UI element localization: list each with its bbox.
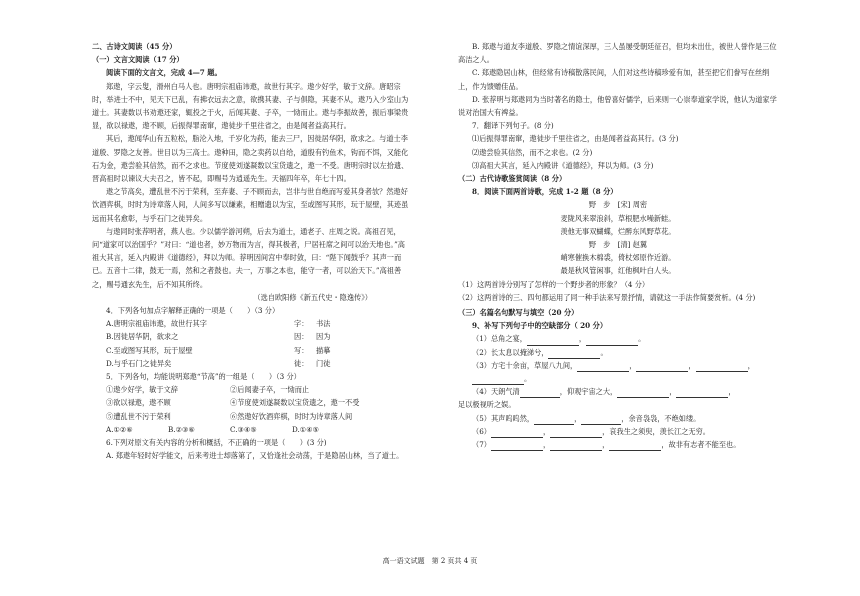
subsection-heading-2: （二）古代诗歌鉴赏阅读（8 分） [458, 174, 567, 184]
page-footer: 高一语文试题 第 2 页共 4 页 [382, 557, 478, 565]
poem-question-1: （1）这两首诗分别写了怎样的一个野步者的形象？（4 分） [458, 279, 650, 289]
q4-option-b-char: 因： [294, 332, 309, 342]
q4-option-a [92, 317, 412, 330]
blank[interactable] [676, 388, 728, 398]
q4-option-d-text: D.与乎石门之徒异矣 [106, 358, 172, 368]
fill-1: （1）总角之宴， ， 。 [458, 332, 778, 345]
fill-4: （4）天朗气清 ，仰观宇宙之大， ， ， [458, 385, 778, 398]
blank[interactable] [491, 441, 543, 451]
blank[interactable] [581, 415, 621, 425]
fill-6-text-b: ，哀我生之须臾，羡长江之无穷。 [602, 426, 710, 436]
blank[interactable] [491, 428, 543, 438]
poem-1-line: 羡他无事双蝴蝶，烂醉东风野草花。 [560, 226, 676, 236]
q5-line [92, 396, 412, 409]
q6-option-d: D. 张荐明与郑遨同为当时著名的隐士，他曾喜好儒学，后来则一心崇奉道家学说，他认为道家学说对治国大有裨益。 [458, 94, 777, 118]
blank[interactable] [617, 388, 669, 398]
fill-5-text: （5）其声呜呜然， [472, 413, 535, 423]
fill-4-text: （4）天朗气清 [472, 387, 520, 397]
q5-line [92, 383, 412, 396]
fill-2-text: （2）长太息以掩涕兮 [472, 347, 542, 357]
q7-item-3: ⑶高祖大其言，延入内殿讲《道德经》，拜以为师。(3 分) [472, 160, 654, 170]
poem-2-title: 野 步 [清] 赵翼 [588, 240, 648, 250]
blank[interactable] [472, 375, 524, 385]
fill-3-cont: 。 [458, 372, 778, 385]
blank[interactable] [534, 415, 574, 425]
passage-paragraph: 其后，遨闻华山有五粒松，脂沦入地，千岁化为药，能去三尸，因徙居华阴，欲求之。与道士李道殷、罗隐之友善。世目以为三高士。遨种田，隐之卖药以自给，道殷有钓鱼术，钩而不饵，又能化石为金，遨尝验其信然，而不之求也。节度使刘遂凝数以宝货遗之，遨一不受。唐明宗时以左拾遗、晋高祖时以谏议大夫召之，皆不起，即赐号为逍遥先生。天福四年卒，年七十四。 [92, 134, 409, 184]
q5-item: ②后闻妻子卒，一恸而止 [230, 385, 310, 395]
q4-option-b-text: B.因徙居华阴，欲求之 [106, 332, 179, 342]
q5-line [92, 410, 412, 423]
blank[interactable] [550, 441, 602, 451]
question-6-stem: 6.下列对原文有关内容的分析和概括，不正确的一项是（ ）(3 分) [106, 438, 327, 448]
fill-7-text: （7） [472, 440, 491, 450]
fill-3: （3）方宅十余亩，草屋八九间， ， ， ， [458, 359, 778, 372]
fill-5-text-b: 余音袅袅，不绝如缕。 [628, 413, 701, 423]
q5-choices [92, 423, 412, 436]
blank[interactable] [586, 336, 638, 346]
q4-option-c-char: 写： [294, 345, 309, 355]
q4-option-a-text: A.唐明宗祖庙讳遨，故世行其字 [106, 319, 207, 329]
q4-option-d-meaning: 门徒 [316, 358, 331, 368]
left-column [92, 40, 412, 463]
q5-choice-b: B.②③⑥ [168, 424, 195, 434]
poem-2-line: 峭寒催换木棉裘，倚杖郊原作近游。 [560, 253, 676, 263]
fill-6: （6） ， ，哀我生之须臾，羡长江之无穷。 [458, 425, 778, 438]
q4-option-d [92, 357, 412, 370]
passage-paragraph: 郑遨，字云叟，滑州白马人也。唐明宗祖庙讳遨，故世行其字。遨少好学，敏于文辞。唐昭宗时，举进士不中，见天下已乱，有拂衣远去之意，欲携其妻、子与俱隐，其妻不从，遨乃入少室山为道士。其妻数以书劝遨还家，辄投之于火，后闻其妻、子卒，一恸而止。遨与李振故善，振后事梁贵显，欲以禄遨，遨不顾，后振得罪南窜，遨徒步千里往省之，由是闻者益高其行。 [92, 81, 409, 131]
poem-question-2: （2）这两首诗的三、四句都运用了同一种手法来写景抒情，请就这一手法作简要赏析。(4 分) [458, 292, 756, 302]
fill-2: （2）长太息以掩涕兮， 。 [458, 346, 778, 359]
blank[interactable] [577, 362, 629, 372]
q6-option-c: C. 郑遨隐居山林，但经常有诗稿散落民间，人们对这些诗稿珍爱有加，甚至把它们誊写在丝绢上，作为馈赠佳品。 [458, 68, 770, 91]
q4-option-a-meaning: 书法 [316, 319, 331, 329]
poem-2-line: 最是秋风管闲事，红他枫叶白人头。 [560, 266, 676, 276]
poem-1-title: 野 步 [宋] 周密 [588, 200, 648, 210]
subsection-heading-3: （三）名篇名句默写与填空（20 分） [458, 308, 579, 318]
q4-option-c-text: C.至或图写其形，玩于屋壁 [106, 345, 193, 355]
fill-3-text: （3）方宅十余亩，草屋八九间， [472, 360, 578, 370]
passage-paragraph: 遨之节高矣，遭乱世不污于荣利，至弃妻、子不顾而去，岂非与世自绝而写爱其身者欤？然遨好饮酒弈棋，时时为诗章落人间，人间多写以缣素，相赠遗以为宝，至或图写其形，玩于屋壁，其迹虽远而其名愈彰，与乎石门之徒异矣。 [92, 187, 409, 223]
fill-7-text-b: ，故非有志者不能至也。 [661, 440, 741, 450]
right-column [458, 40, 778, 451]
source-citation: （选自欧阳修《新五代史・隐逸传》） [253, 292, 372, 302]
q5-item: ①遨少好学，敏于文辞 [106, 385, 178, 395]
blank[interactable] [527, 336, 579, 346]
q5-item: ⑥然遨好饮酒弈棋，时时为诗章落人间 [230, 411, 353, 421]
q4-option-d-char: 徒： [294, 358, 309, 368]
q7-item-2: ⑵遨尝验其信然，而不之求也。(2 分) [472, 147, 593, 157]
q6-option-a: A. 郑遨年轻时好学能文，后来考进士却落第了，又恰逢社会动荡，于是隐居山林，当了道士。 [106, 451, 404, 461]
q5-choice-c: C.③④⑤ [230, 424, 257, 434]
q4-option-c [92, 344, 412, 357]
q6-option-b: B. 郑遨与道友李道殷、罗隐之情谊深厚，三人虽屡受朝廷征召，但均未出仕，被世人誉作是三位高洁之人。 [458, 42, 777, 65]
blank[interactable] [550, 428, 602, 438]
fill-5: （5）其声呜呜然， ， ，余音袅袅，不绝如缕。 [458, 412, 778, 425]
poem-1-line: 麦陇风来翠浪斜，草根肥水噪新蛙。 [560, 213, 676, 223]
blank[interactable] [548, 349, 600, 359]
q5-choice-a: A.①②⑥ [106, 424, 133, 434]
q4-option-b-meaning: 因为 [316, 332, 331, 342]
subsection-heading: （一）文言文阅读（17 分） [92, 55, 184, 65]
q5-item: ④节度使刘遂凝数以宝货遗之，遨一不受 [230, 398, 360, 408]
q4-option-b [92, 330, 412, 343]
fill-7: （7） ， ， ，故非有志者不能至也。 [458, 438, 778, 451]
blank[interactable] [609, 441, 661, 451]
question-9-stem: 9、补写下列句子中的空缺部分（ 20 分） [472, 321, 608, 331]
q5-item: ③欲以禄遨，遨不顾 [106, 398, 171, 408]
question-8-stem: 8．阅读下面两首诗歌，完成 1-2 题（8 分） [472, 187, 618, 197]
question-4-stem: 4．下列各句加点字解释正确的一项是（ ）（3 分） [106, 306, 280, 316]
question-5-stem: 5．下列各句，均能说明郑遨“节高”的一组是（ ）（3 分） [106, 372, 301, 382]
q5-item: ⑤遭乱世不污于荣利 [106, 411, 171, 421]
q4-option-a-char: 字： [294, 319, 309, 329]
instruction: 阅读下面的文言文，完成 4—7 题。 [106, 68, 222, 78]
fill-1-text: （1）总角之宴， [472, 334, 527, 344]
blank[interactable] [696, 362, 748, 372]
blank[interactable] [520, 388, 560, 398]
section-heading: 二、古诗文阅读（45 分） [92, 42, 177, 51]
fill-4-cont: 足以极视听之娱。 [458, 400, 516, 410]
q5-choice-d: D.①④⑤ [292, 424, 320, 434]
passage-paragraph: 与遨同时张荐明者，燕人也。少以儒学游河朔，后去为道士，通老子、庄周之说。高祖召见，问“道家可以治国乎？”对曰：“道也者，妙万物而为言，得其极者，尸居衽席之间可以治天地也。”高祖大其言，延入内殿讲《道德经》，拜以为师。荐明因间宫中奉时敛，曰：“陛下闻鼓乎？其声一而已。五音十二律，鼓无一焉，然和之者鼓也。夫一，万事之本也，能守一者，可以治天下。”高祖善之，赐号通玄先生，后不知其所终。 [92, 226, 405, 289]
fill-4-text-b: ，仰观宇宙之大， [559, 387, 618, 397]
q4-option-c-meaning: 描摹 [316, 345, 331, 355]
fill-6-text: （6） [472, 426, 491, 436]
q7-item-1: ⑴后振得罪南窜，遨徒步千里往省之，由是闻者益高其行。(3 分) [472, 134, 679, 144]
blank[interactable] [636, 362, 688, 372]
question-7-stem: 7．翻译下列句子。(8 分) [472, 121, 554, 131]
